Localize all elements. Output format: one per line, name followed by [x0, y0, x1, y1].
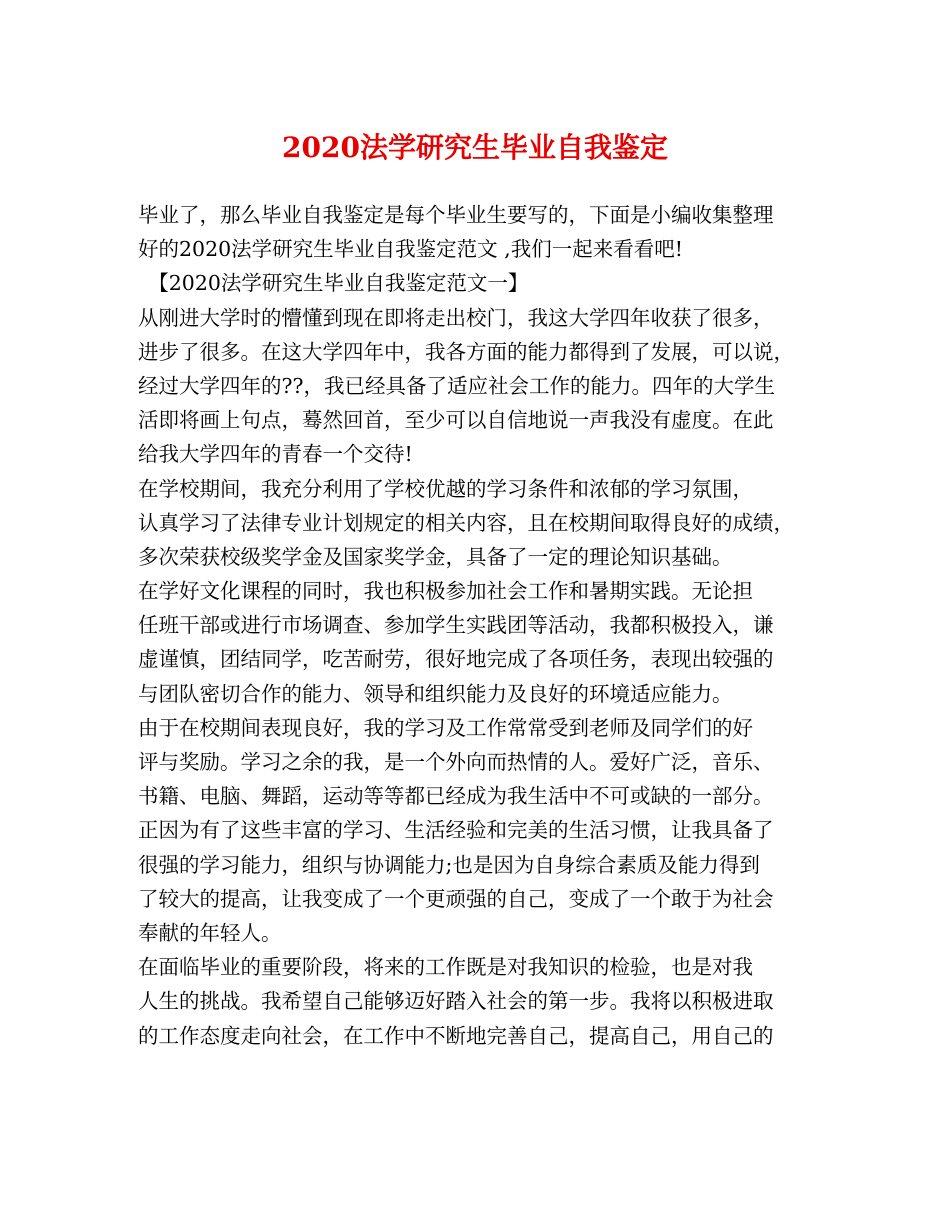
text-line: 评与奖励。学习之余的我，是一个外向而热情的人。爱好广泛，音乐、 — [138, 750, 774, 774]
text-line: 很强的学习能力，组织与协调能力;也是因为自身综合素质及能力得到 — [138, 852, 760, 877]
text-line: 与团队密切合作的能力、领导和组织能力及良好的环境适应能力。 — [138, 681, 733, 706]
text-line: 的工作态度走向社会，在工作中不断地完善自己，提高自己，用自己的 — [138, 1023, 774, 1048]
text-line: 活即将画上句点，蓦然回首，至少可以自信地说一声我没有虚度。在此 — [138, 408, 774, 433]
text-line: 从刚进大学时的懵懂到现在即将走出校门，我这大学四年收获了很多， — [138, 305, 774, 330]
text-line: 经过大学四年的??，我已经具备了适应社会工作的能力。四年的大学生 — [138, 373, 775, 398]
text-line: 由于在校期间表现良好，我的学习及工作常常受到老师及同学们的好 — [138, 715, 753, 740]
text-line: 在学好文化课程的同时，我也积极参加社会工作和暑期实践。无论担 — [138, 579, 753, 604]
text-line: 人生的挑战。我希望自己能够迈好踏入社会的第一步。我将以积极进取 — [138, 989, 774, 1014]
document-body — [138, 198, 828, 1053]
text-line: 多次荣获校级奖学金及国家奖学金，具备了一定的理论知识基础。 — [138, 544, 733, 569]
text-line: 毕业了，那么毕业自我鉴定是每个毕业生要写的，下面是小编收集整理 — [138, 203, 774, 227]
text-line: 进步了很多。在这大学四年中，我各方面的能力都得到了发展，可以说， — [138, 339, 794, 364]
section-heading: 【2020法学研究生毕业自我鉴定范文一】 — [138, 271, 529, 296]
text-line: 好的2020法学研究生毕业自我鉴定范文 ,我们一起来看看吧! — [138, 237, 683, 262]
text-line: 在面临毕业的重要阶段，将来的工作既是对我知识的检验，也是对我 — [138, 955, 753, 980]
document-title: 2020法学研究生毕业自我鉴定 — [282, 131, 668, 164]
text-line: 奉献的年轻人。 — [138, 920, 282, 945]
text-line: 书籍、电脑、舞蹈，运动等等都已经成为我生活中不可或缺的一部分。 — [138, 784, 774, 809]
text-line: 正因为有了这些丰富的学习、生活经验和完美的生活习惯，让我具备了 — [138, 818, 774, 843]
text-line: 给我大学四年的青春一个交待! — [138, 442, 413, 467]
text-line: 在学校期间，我充分利用了学校优越的学习条件和浓郁的学习氛围， — [138, 476, 753, 501]
text-line: 虚谨慎，团结同学，吃苦耐劳，很好地完成了各项任务，表现出较强的 — [138, 647, 774, 672]
text-line: 任班干部或进行市场调查、参加学生实践团等活动，我都积极投入，谦 — [138, 613, 774, 638]
text-line: 了较大的提高，让我变成了一个更顽强的自己，变成了一个敢于为社会 — [138, 886, 774, 911]
text-line: 认真学习了法律专业计划规定的相关内容，且在校期间取得良好的成绩， — [138, 510, 794, 535]
